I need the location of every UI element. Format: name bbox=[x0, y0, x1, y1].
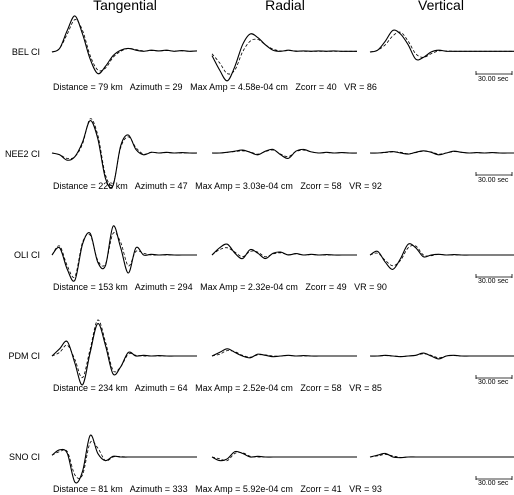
scale-bar-label: 30.00 sec bbox=[478, 177, 509, 184]
column-header-radial: Radial bbox=[265, 0, 305, 13]
time-scale-bar bbox=[476, 476, 512, 480]
synthetic-trace-sno-tangential bbox=[52, 441, 197, 478]
station-info-oli: Distance = 153 km Azimuth = 294 Max Amp = 2.32e-04 cm Zcorr = 49 VR = 90 bbox=[53, 282, 387, 292]
scale-bar-label: 30.00 sec bbox=[478, 379, 509, 386]
observed-trace-sno-radial bbox=[212, 451, 357, 460]
station-label-nee2: NEE2 CI bbox=[4, 149, 40, 159]
observed-trace-pdm-tangential bbox=[52, 324, 197, 385]
station-info-nee2: Distance = 226 km Azimuth = 47 Max Amp = 3.03e-04 cm Zcorr = 58 VR = 92 bbox=[53, 181, 382, 191]
observed-trace-bel-radial bbox=[212, 34, 357, 81]
observed-trace-nee2-tangential bbox=[52, 121, 197, 188]
synthetic-trace-bel-vertical bbox=[370, 32, 514, 57]
observed-trace-pdm-vertical bbox=[370, 353, 514, 359]
synthetic-trace-oli-vertical bbox=[370, 245, 514, 265]
observed-trace-nee2-radial bbox=[212, 149, 357, 158]
station-info-sno: Distance = 81 km Azimuth = 333 Max Amp = 5.92e-04 cm Zcorr = 41 VR = 93 bbox=[53, 484, 382, 494]
synthetic-trace-nee2-tangential bbox=[52, 119, 197, 186]
synthetic-trace-pdm-tangential bbox=[52, 320, 197, 378]
scale-bar-label: 30.00 sec bbox=[478, 278, 509, 285]
observed-trace-bel-tangential bbox=[52, 16, 197, 74]
time-scale-bar bbox=[476, 375, 512, 379]
observed-trace-oli-tangential bbox=[52, 226, 197, 281]
time-scale-bar bbox=[476, 71, 512, 75]
station-label-bel: BEL CI bbox=[11, 47, 40, 57]
station-info-bel: Distance = 79 km Azimuth = 29 Max Amp = 4.58e-04 cm Zcorr = 40 VR = 86 bbox=[53, 82, 377, 92]
column-header-tangential: Tangential bbox=[93, 0, 157, 13]
observed-trace-bel-vertical bbox=[370, 30, 514, 60]
column-header-vertical: Vertical bbox=[418, 0, 464, 13]
time-scale-bar bbox=[476, 172, 512, 176]
observed-trace-pdm-radial bbox=[212, 349, 357, 358]
synthetic-trace-bel-tangential bbox=[52, 20, 197, 71]
scale-bar-label: 30.00 sec bbox=[478, 76, 509, 83]
scale-bar-label: 30.00 sec bbox=[478, 480, 509, 487]
observed-trace-oli-radial bbox=[212, 244, 357, 259]
observed-trace-sno-tangential bbox=[52, 435, 197, 483]
station-label-oli: OLI CI bbox=[13, 250, 40, 260]
station-label-pdm: PDM CI bbox=[8, 351, 40, 361]
station-label-sno: SNO CI bbox=[8, 452, 40, 462]
time-scale-bar bbox=[476, 274, 512, 278]
observed-trace-nee2-vertical bbox=[370, 151, 514, 155]
station-info-pdm: Distance = 234 km Azimuth = 64 Max Amp = 2.52e-04 cm Zcorr = 58 VR = 85 bbox=[53, 383, 382, 393]
